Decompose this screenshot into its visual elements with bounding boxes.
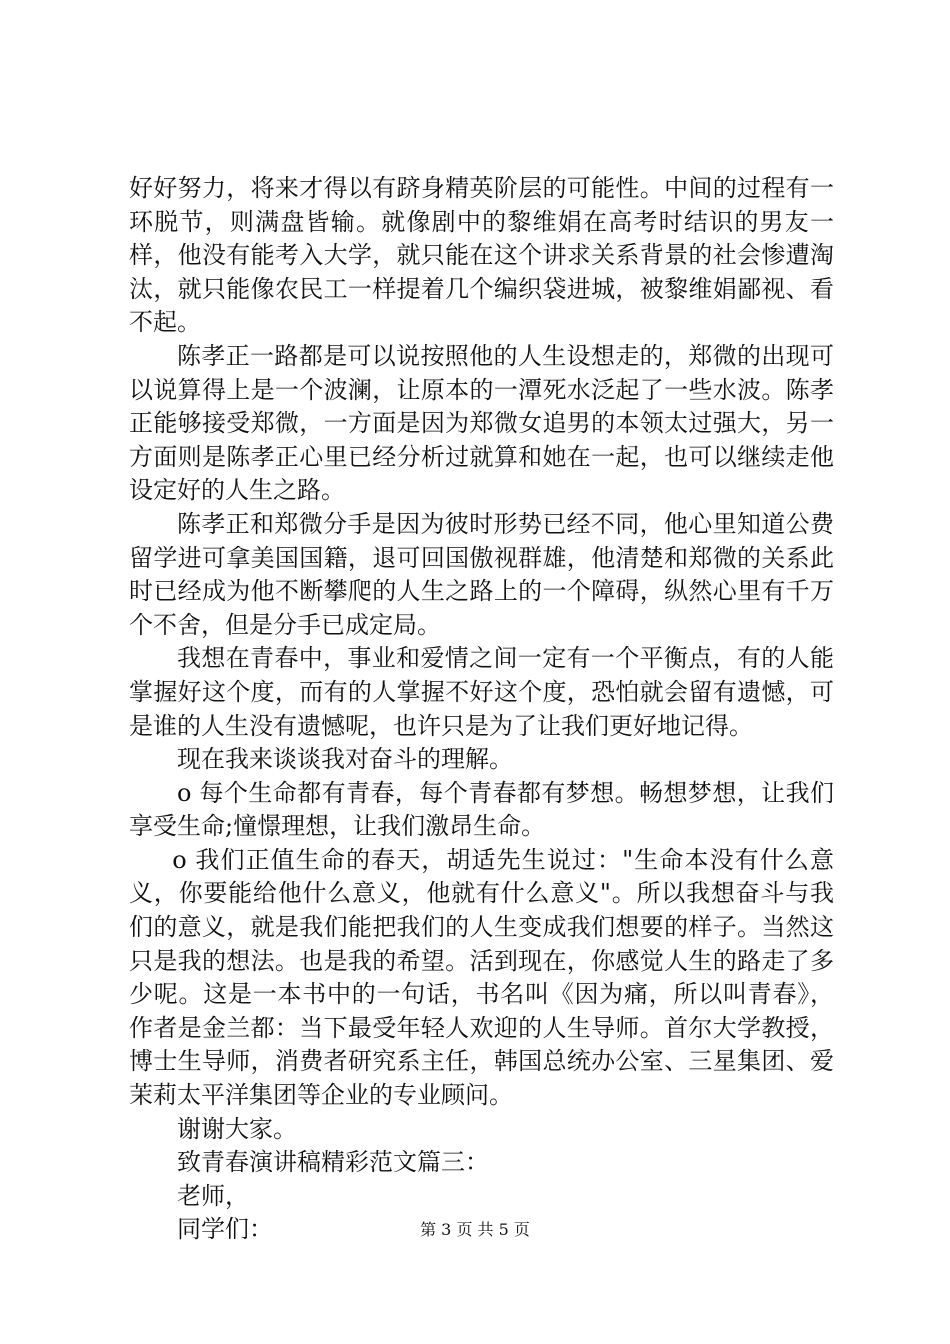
- paragraph-thanks: 谢谢大家。: [177, 1114, 297, 1143]
- greeting-classmates: 同学们：: [177, 1215, 273, 1244]
- bullet-paragraph-1: o 每个生命都有青春，每个青春都有梦想。畅想梦想，让我们享受生命;憧憬理想，让我们激昂生命。: [129, 778, 834, 841]
- paragraph-4: 我想在青春中，事业和爱情之间一定有一个平衡点，有的人能掌握好这个度，而有的人掌握不好这个度，恐怕就会留有遗憾，可是谁的人生没有遗憾呢，也许只是为了让我们更好地记得。: [129, 644, 834, 740]
- paragraph-2: 陈孝正一路都是可以说按照他的人生设想走的，郑微的出现可以说算得上是一个波澜，让原本的一潭死水泛起了一些水波。陈孝正能够接受郑微，一方面是因为郑微女追男的本领太过强大，另一方面则是陈孝正心里已经分析过就算和她在一起，也可以继续走他设定好的人生之路。: [129, 341, 834, 505]
- bullet-paragraph-2: o 我们正值生命的春天，胡适先生说过："生命本没有什么意义，你要能给他什么意义，他就有什么意义"。所以我想奋斗与我们的意义，就是我们能把我们的人生变成我们想要的样子。当然这只是我的想法。也是我的希望。活到现在，你感觉人生的路走了多少呢。这是一本书中的一句话，书名叫《因为痛，所以叫青春》，作者是金兰都：当下最受年轻人欢迎的人生导师。首尔大学教授，博士生导师，消费者研究系主任，韩国总统办公室、三星集团、爱茉莉太平洋集团等企业的专业顾问。: [129, 845, 834, 1110]
- section-heading: 致青春演讲稿精彩范文篇三：: [177, 1148, 489, 1177]
- paragraph-3: 陈孝正和郑微分手是因为彼时形势已经不同，他心里知道公费留学进可拿美国国籍，退可回国傲视群雄，他清楚和郑微的关系此时已经成为他不断攀爬的人生之路上的一个障碍，纵然心里有千万个不舍，但是分手已成定局。: [129, 509, 834, 639]
- greeting-teachers: 老师，: [177, 1181, 249, 1210]
- page-footer: 第 3 页 共 5 页: [420, 1220, 530, 1239]
- document-body: [129, 172, 834, 1247]
- paragraph-1: 好好努力，将来才得以有跻身精英阶层的可能性。中间的过程有一环脱节，则满盘皆输。就像剧中的黎维娟在高考时结识的男友一样，他没有能考入大学，就只能在这个讲求关系背景的社会惨遭淘汰，就只能像农民工一样提着几个编织袋进城，被黎维娟鄙视、看不起。: [129, 174, 834, 337]
- paragraph-5: 现在我来谈谈我对奋斗的理解。: [177, 745, 513, 774]
